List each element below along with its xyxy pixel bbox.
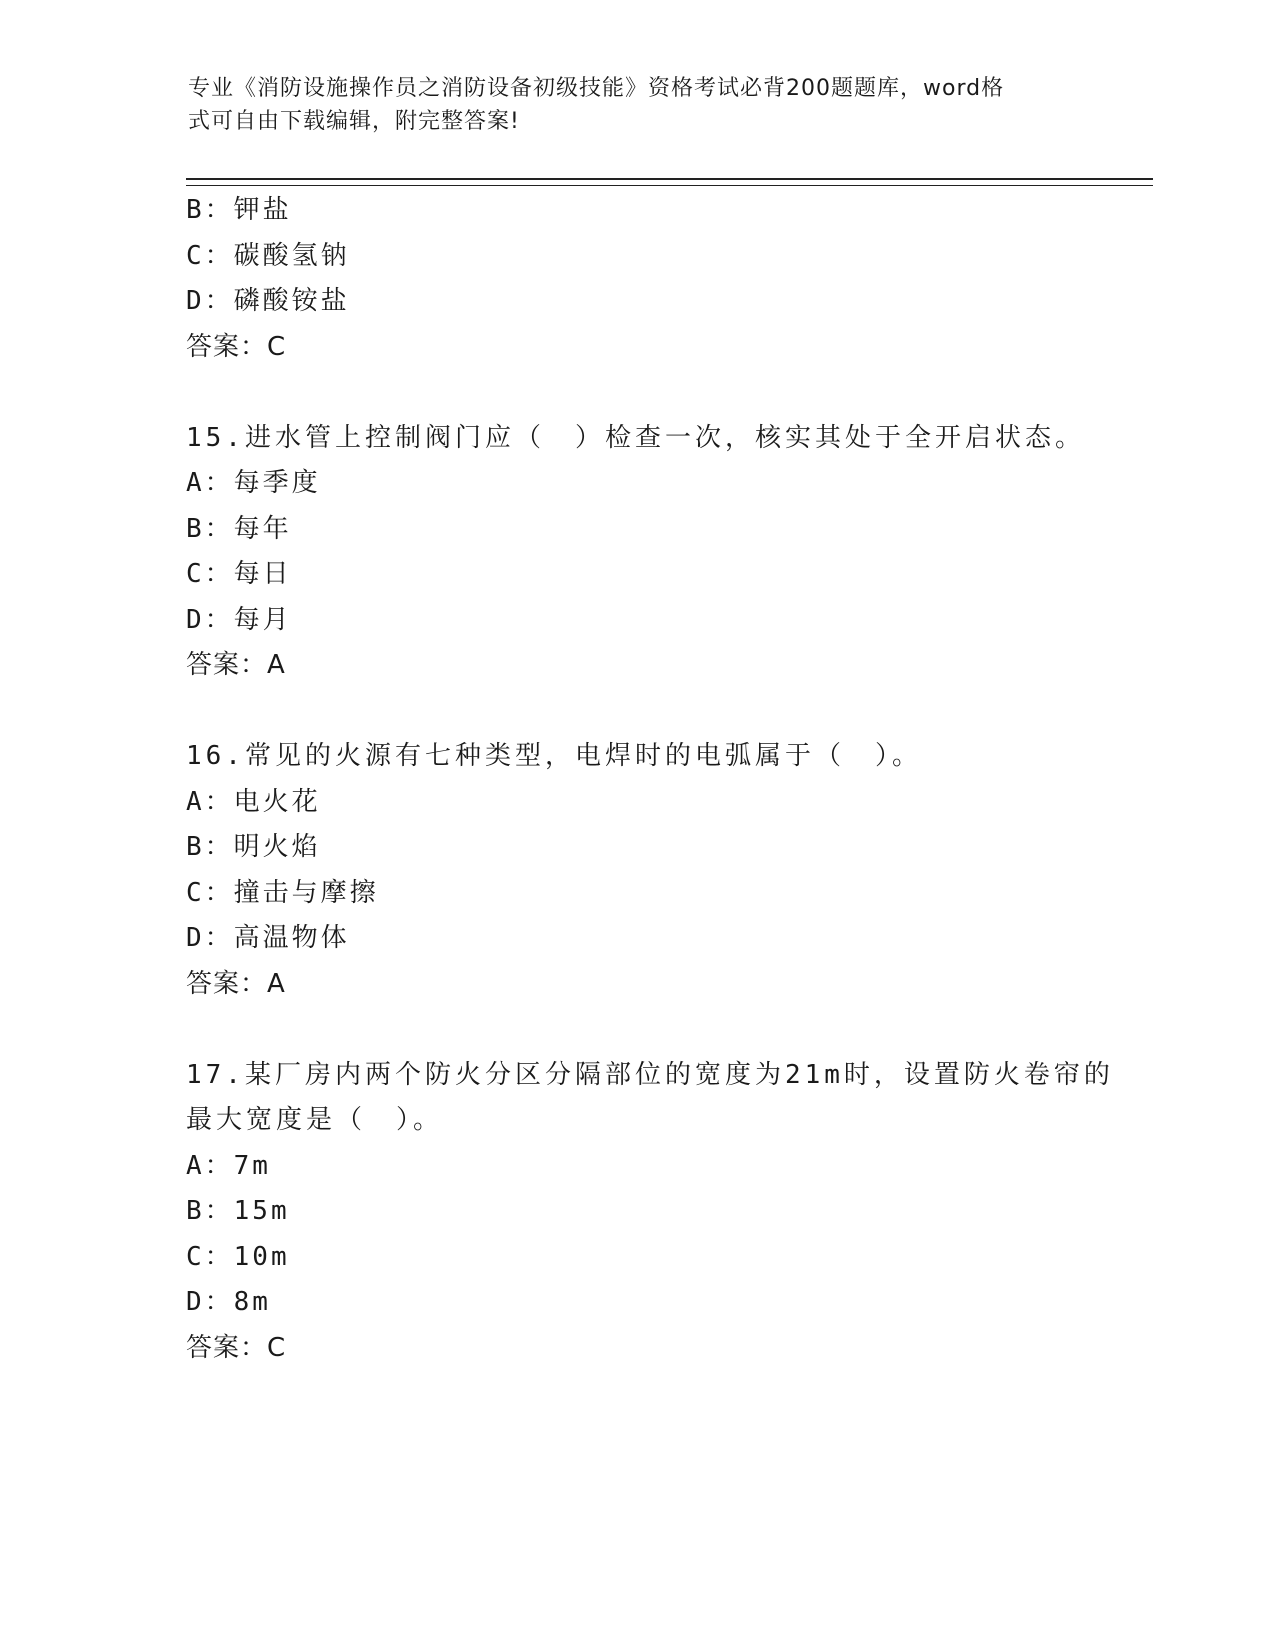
option-b: B：每年 [186,513,292,544]
spacer [186,689,1086,735]
option-c: C：碳酸氢钠 [186,240,350,271]
question-block-16 [186,734,1086,1007]
option-d: D：高温物体 [186,923,350,953]
option-c: C：撞击与摩擦 [186,877,379,908]
question-text: 16.常见的火源有七种类型，电焊时的电弧属于（ ）。 [186,741,922,771]
question-text-line-2: 最大宽度是（ ）。 [186,1105,444,1135]
option-b: B：钾盐 [186,195,292,225]
question-block-14 [186,188,1086,370]
answer-line: 答案：A [186,650,286,680]
spacer [186,370,1086,416]
option-c: C：每日 [186,559,292,589]
option-a: A：7m [186,1150,271,1181]
option-d: D：磷酸铵盐 [186,286,350,316]
answer-line: 答案：A [186,968,286,999]
option-d: D：每月 [186,604,292,635]
option-c: C：10m [186,1241,290,1272]
option-d: D：8m [186,1287,271,1317]
question-block-17 [186,1053,1114,1372]
option-a: A：电火花 [186,786,321,817]
answer-line: 答案：C [186,331,287,362]
document-header [188,72,1068,138]
header-divider [186,178,1153,186]
header-title-line-1: 专业《消防设施操作员之消防设备初级技能》资格考试必背200题题库，word格 [188,76,1005,101]
question-text: 15.进水管上控制阀门应（ ）检查一次，核实其处于全开启状态。 [186,422,1085,453]
option-b: B：15m [186,1196,290,1226]
option-a: A：每季度 [186,468,321,498]
header-title-line-2: 式可自由下载编辑，附完整答案! [188,109,520,134]
option-b: B：明火焰 [186,832,321,862]
answer-line: 答案：C [186,1332,287,1363]
question-text-line-1: 17.某厂房内两个防火分区分隔部位的宽度为21m时，设置防火卷帘的 [186,1059,1114,1090]
question-block-15 [186,416,1086,689]
question-list [186,188,1114,1371]
spacer [186,1007,1086,1053]
